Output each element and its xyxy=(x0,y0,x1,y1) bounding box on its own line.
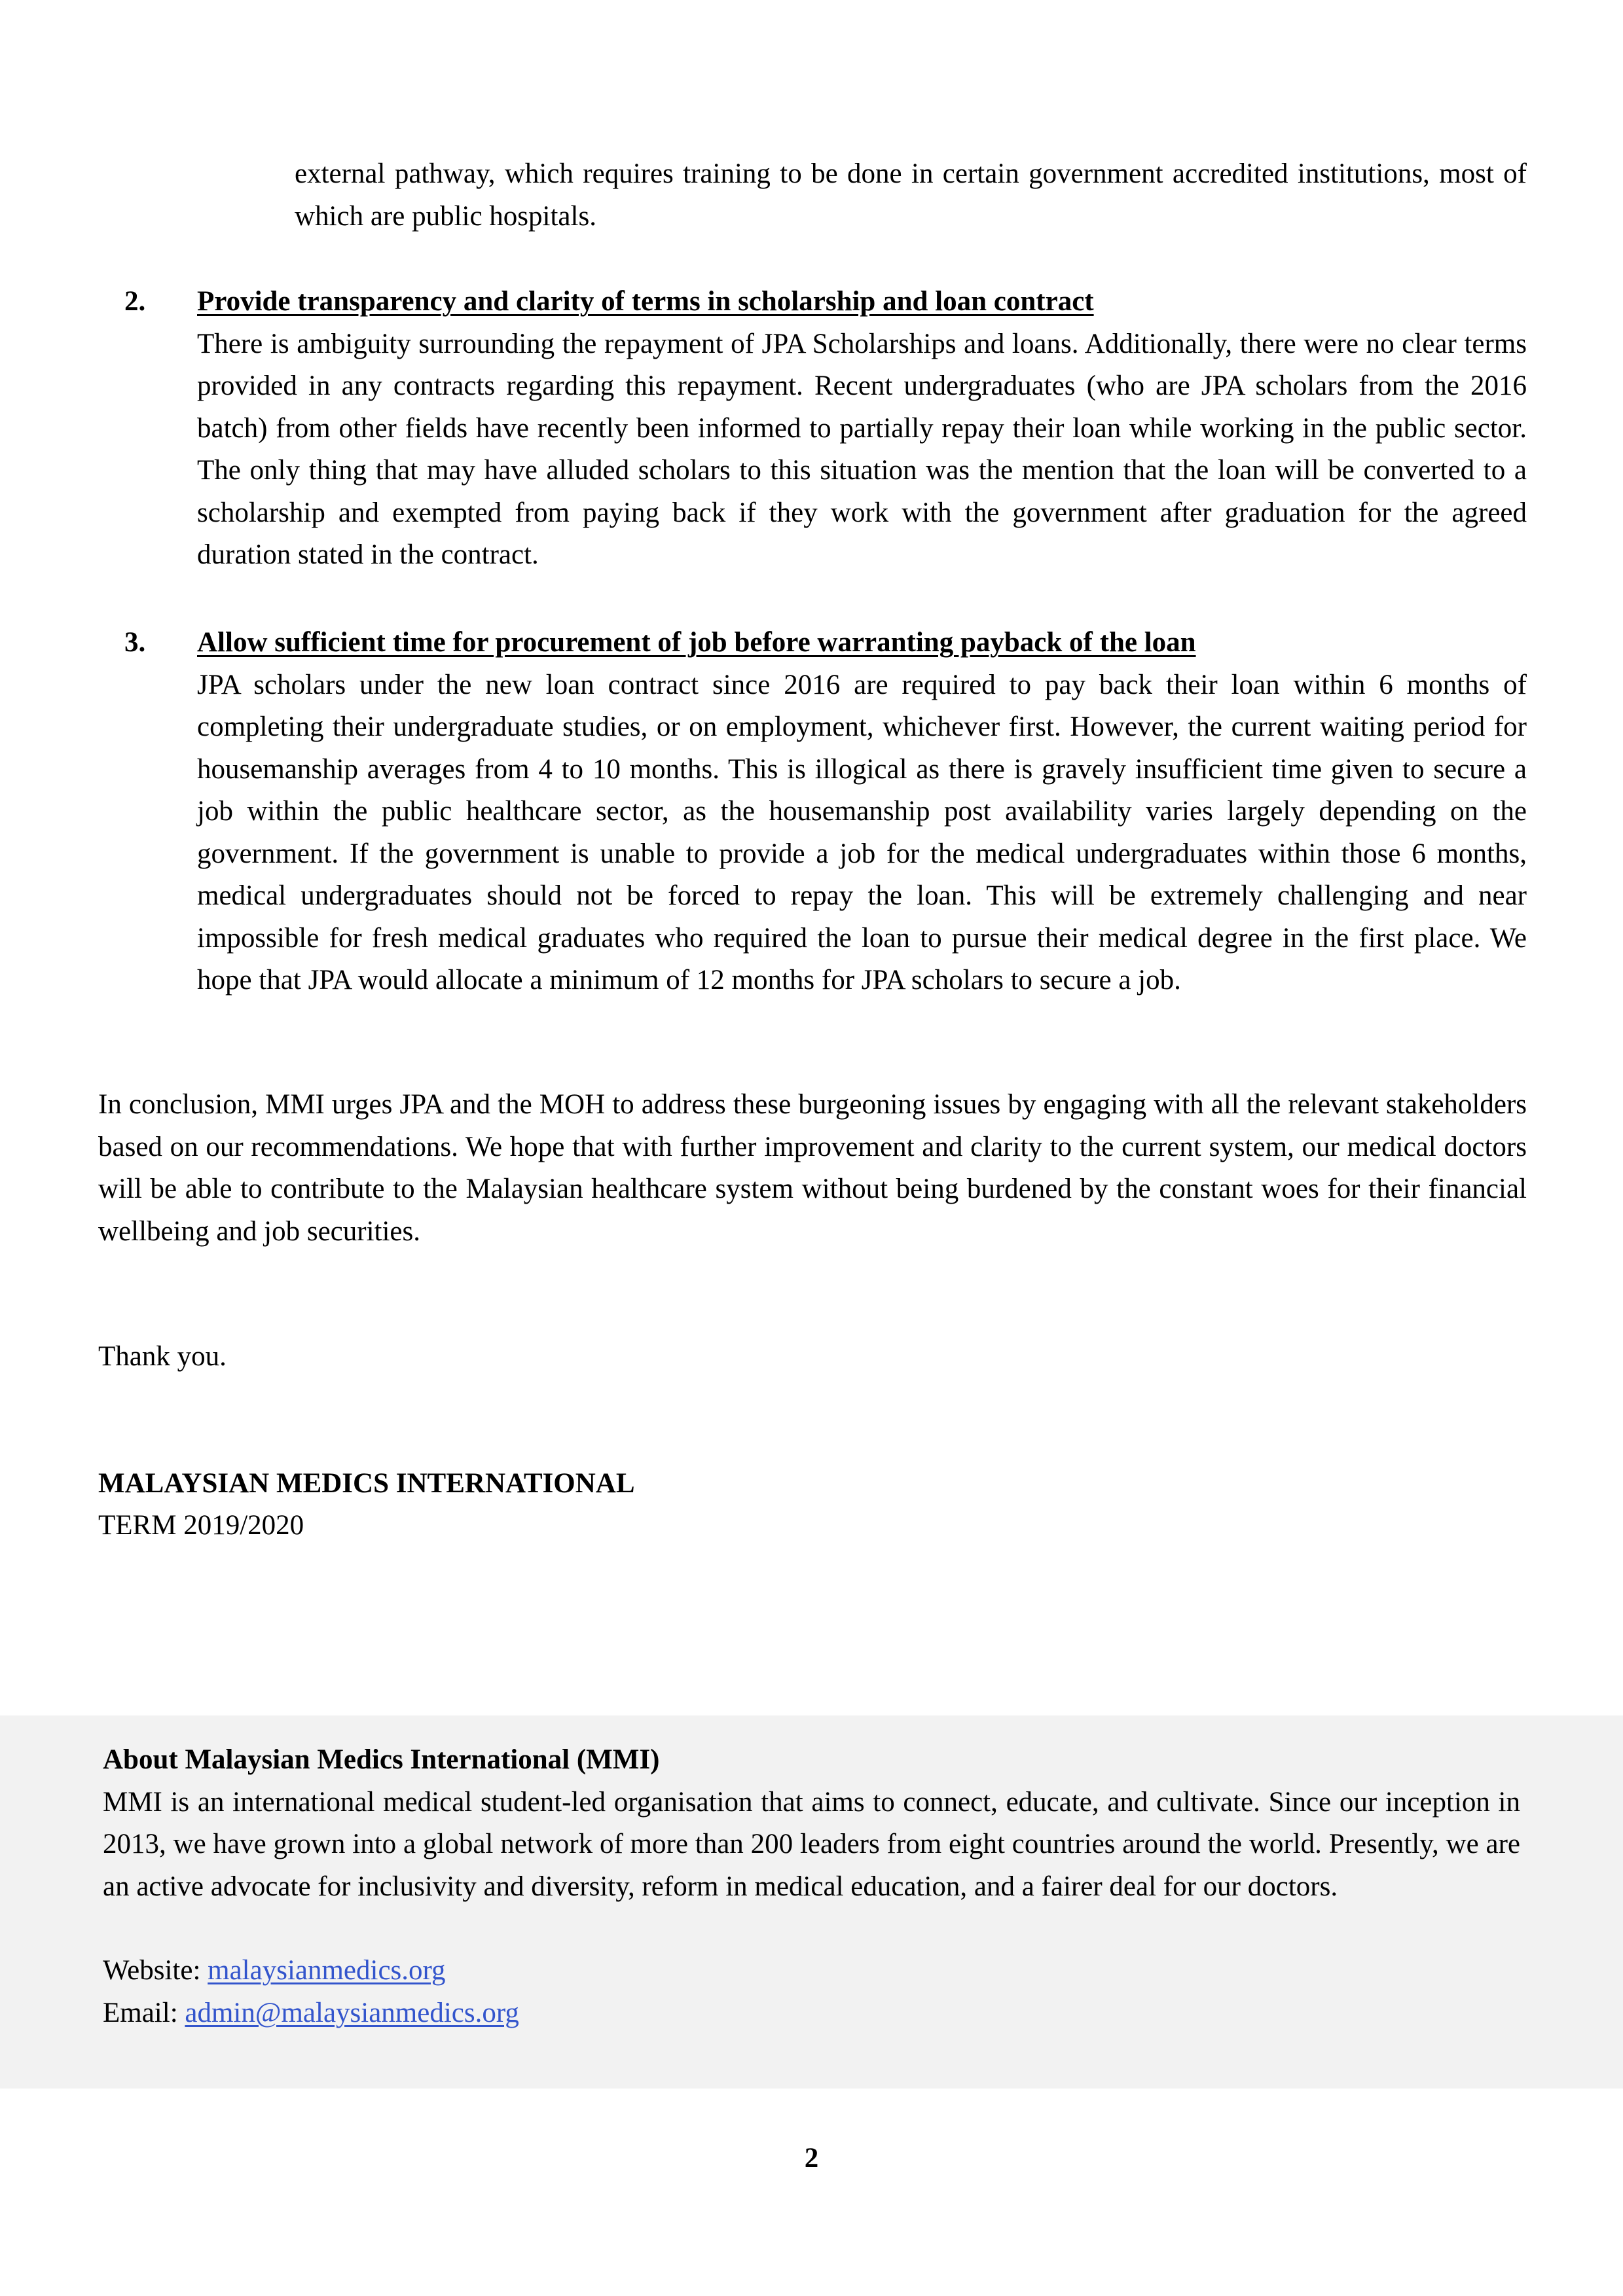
about-title: About Malaysian Medics International (MMI) xyxy=(103,1744,660,1775)
about-body: MMI is an international medical student-led organisation that aims to connect, educate, and cultivate. Since our inception in 2013, we have grown into a global network of more than 200 leaders from eight countries around the world. Presently, we are an active advocate for inclusivity and diversity, reform in medical education, and a fairer deal for our doctors. xyxy=(103,1786,1520,1902)
recommendation-number: 2. xyxy=(124,286,146,317)
website-link[interactable]: malaysianmedics.org xyxy=(208,1955,446,1986)
recommendation-body: JPA scholars under the new loan contract since 2016 are required to pay back their loan within 6 months of completing their undergraduate studies, or on employment, whichever first. However, the current waiting period for housemanship averages from 4 to 10 months. This is illogical as there is gravely insufficient time given to secure a job within the public healthcare sector, as the housemanship post availability varies largely depending on the government. If the government is unable to provide a job for the medical undergraduates within those 6 months, medical undergraduates should not be forced to repay the loan. This will be extremely challenging and near impossible for fresh medical graduates who required the loan to pursue their medical degree in the first place. We hope that JPA would allocate a minimum of 12 months for JPA scholars to secure a job. xyxy=(197,669,1527,996)
closing-text: Thank you. xyxy=(98,1341,227,1372)
recommendation-heading: Allow sufficient time for procurement of job before warranting payback of the loan xyxy=(197,627,1196,658)
about-section xyxy=(0,1715,1623,2089)
page-number: 2 xyxy=(804,2143,819,2174)
recommendation-number: 3. xyxy=(124,627,146,658)
recommendation-heading: Provide transparency and clarity of terms in scholarship and loan contract xyxy=(197,286,1094,317)
signature-organisation: MALAYSIAN MEDICS INTERNATIONAL xyxy=(98,1468,635,1499)
website-label: Website: xyxy=(103,1955,208,1986)
continuation-paragraph: external pathway, which requires training to be done in certain government accredited institutions, most of which are public hospitals. xyxy=(295,158,1527,232)
conclusion-paragraph: In conclusion, MMI urges JPA and the MOH to address these burgeoning issues by engaging with all the relevant stakeholders based on our recommendations. We hope that with further improvement and clarity to the current system, our medical doctors will be able to contribute to the Malaysian healthcare system without being burdened by the constant woes for their financial wellbeing and job securities. xyxy=(98,1089,1527,1247)
signature-term: TERM 2019/2020 xyxy=(98,1510,304,1541)
contact-website xyxy=(103,1950,1520,1992)
contact-email xyxy=(103,1992,1520,2035)
email-link[interactable]: admin@malaysianmedics.org xyxy=(185,1997,519,2028)
recommendation-body: There is ambiguity surrounding the repayment of JPA Scholarships and loans. Additionally, there were no clear terms provided in any contracts regarding this repayment. Recent undergraduates (who are JPA scholars from the 2016 batch) from other fields have recently been informed to partially repay their loan while working in the public sector. The only thing that may have alluded scholars to this situation was the mention that the loan will be converted to a scholarship and exempted from paying back if they work with the government after graduation for the agreed duration stated in the contract. xyxy=(197,328,1527,570)
email-label: Email: xyxy=(103,1997,185,2028)
